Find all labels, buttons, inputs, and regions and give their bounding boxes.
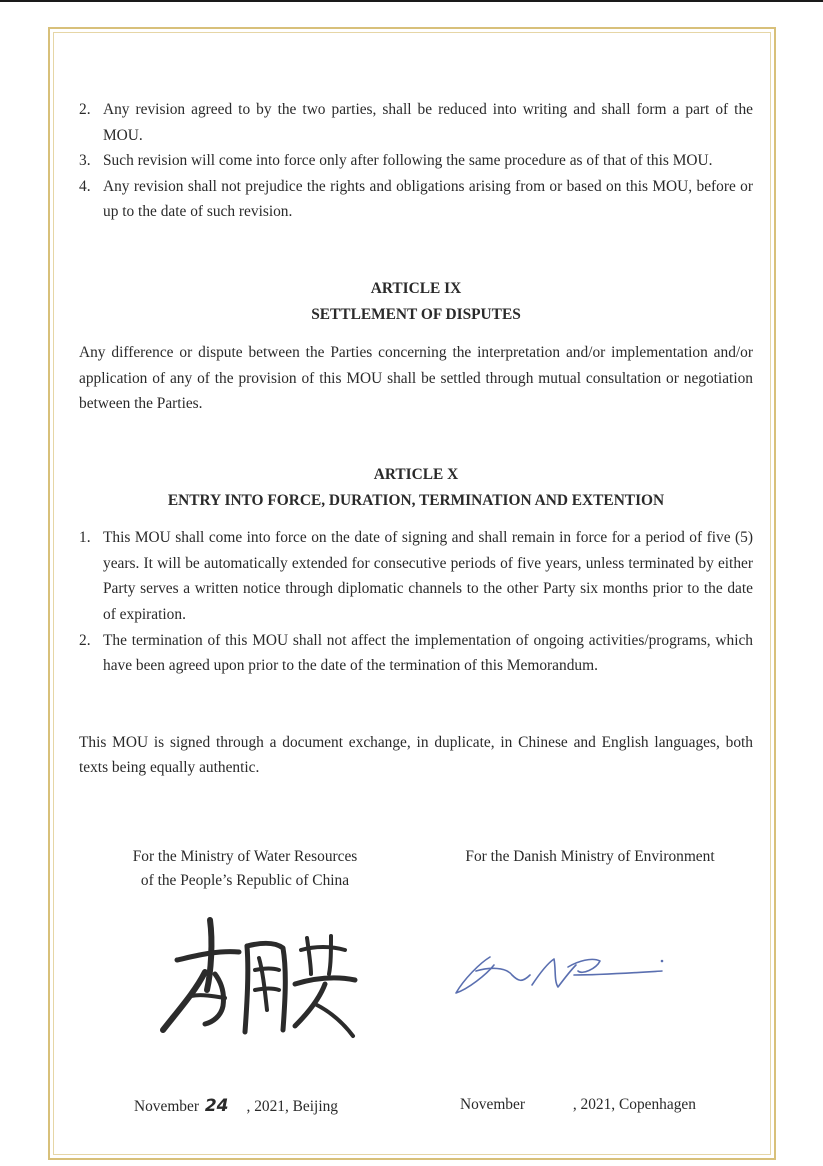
denmark-date-line [460, 1096, 696, 1114]
list-item: 4. Any revision shall not prejudice the rights and obligations arising from or based on this MOU, before or up to the date of such revision. [79, 177, 753, 221]
denmark-signature [450, 945, 675, 1005]
document-body [79, 97, 753, 781]
article-9-body: Any difference or dispute between the Parties concerning the interpretation and/or implementation and/or application of any of the provision of this MOU shall be settled through mutual consultation or negotiation between the Parties. [79, 344, 753, 413]
denmark-signatory-heading [440, 845, 740, 869]
china-date-handwritten: 24 [204, 1096, 229, 1116]
china-signatory-heading [100, 845, 390, 893]
revision-list [79, 97, 753, 225]
denmark-date-prefix: November [460, 1096, 525, 1113]
entry-into-force-list [79, 525, 753, 679]
article-9-number: ARTICLE IX [370, 279, 462, 297]
china-date-suffix: , 2021, Beijing [246, 1098, 338, 1115]
denmark-signatory-line-1: For the Danish Ministry of Environment [465, 848, 715, 865]
article-10-number: ARTICLE X [373, 465, 459, 483]
china-date-line [134, 1096, 338, 1116]
china-signature [155, 912, 365, 1042]
list-item: 1. This MOU shall come into force on the date of signing and shall remain in force for a period of five (5) years. It will be automatically extended for consecutive periods of five years, unless terminated by either Party serves a written notice through diplomatic channels to the other Party six months prior to the date of expiration. [79, 529, 753, 623]
china-signatory-line-2: of the People’s Republic of China [140, 872, 350, 889]
denmark-date-suffix: , 2021, Copenhagen [572, 1096, 696, 1113]
list-item: 2. The termination of this MOU shall not affect the implementation of ongoing activities/programs, which have been agreed upon prior to the date of the termination of this Memorandum. [79, 631, 753, 675]
list-item: 3. Such revision will come into force only after following the same procedure as of that of this MOU. [79, 152, 713, 170]
list-item: 2. Any revision agreed to by the two parties, shall be reduced into writing and shall form a part of the MOU. [79, 101, 753, 144]
article-10-title: ENTRY INTO FORCE, DURATION, TERMINATION AND EXTENTION [167, 491, 665, 509]
scan-top-rule [0, 0, 823, 2]
closing-paragraph: This MOU is signed through a document exchange, in duplicate, in Chinese and English languages, both texts being equally authentic. [79, 733, 753, 777]
article-9-title: SETTLEMENT OF DISPUTES [311, 305, 521, 323]
china-date-prefix: November [134, 1098, 199, 1115]
china-signatory-line-1: For the Ministry of Water Resources [132, 848, 358, 865]
